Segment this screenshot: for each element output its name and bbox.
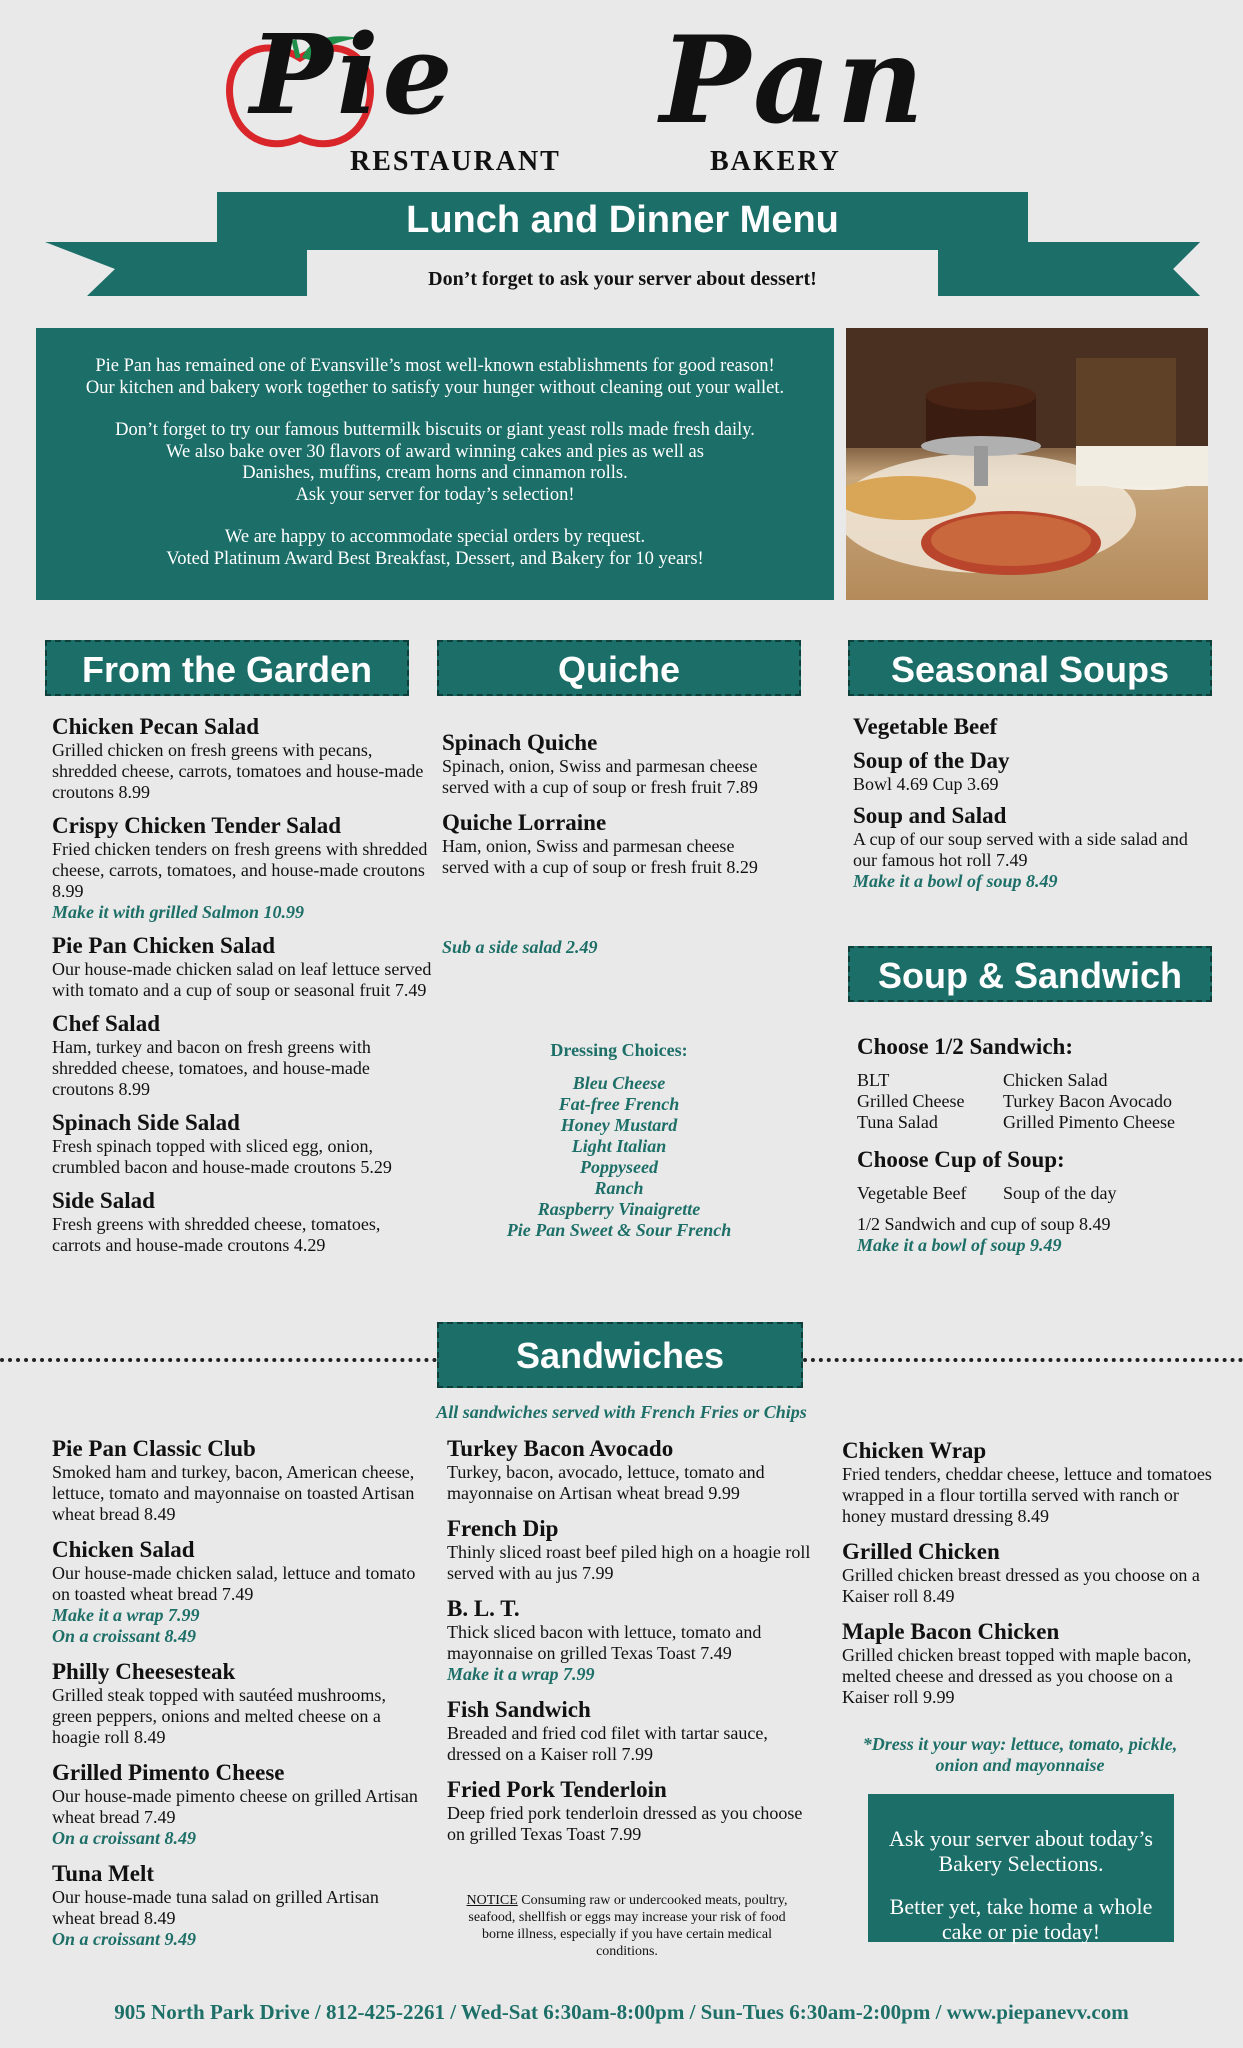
item-description: Breaded and fried cod filet with tartar sauce, dressed on a Kaiser roll 7.99	[447, 1723, 768, 1764]
item-name: Chicken Pecan Salad	[52, 714, 260, 739]
item-name: Spinach Quiche	[442, 730, 598, 755]
item-description: Deep fried pork tenderloin dressed as you choose on grilled Texas Toast 7.99	[447, 1803, 803, 1844]
header-seasonal-soups: Seasonal Soups	[848, 640, 1212, 696]
menu-item	[447, 1436, 822, 1504]
menu-item	[447, 1697, 822, 1765]
item-name: Pie Pan Classic Club	[52, 1436, 256, 1461]
choose-soup-label: Choose Cup of Soup:	[857, 1147, 1065, 1172]
item-name: Soup and Salad	[853, 803, 1007, 828]
item-note: Make it with grilled Salmon 10.99	[52, 902, 305, 922]
dessert-photo	[846, 328, 1208, 600]
dressing-list	[437, 1040, 801, 1241]
sandwich-option: Grilled Pimento Cheese	[1003, 1112, 1175, 1132]
soup-items	[853, 714, 1213, 900]
dress-note: *Dress it your way: lettuce, tomato, pickle, onion and mayonnaise	[862, 1734, 1178, 1775]
menu-item	[52, 714, 432, 803]
item-name: French Dip	[447, 1516, 559, 1541]
item-name: Tuna Melt	[52, 1861, 155, 1886]
item-name: Soup of the Day	[853, 748, 1010, 773]
menu-item	[447, 1516, 822, 1584]
menu-item	[853, 748, 1213, 795]
item-note: On a croissant 8.49	[52, 1828, 197, 1848]
sandwich-option: Grilled Cheese	[857, 1091, 965, 1111]
intro-line: We also bake over 30 flavors of award winning cakes and pies as well as	[166, 441, 704, 462]
header-from-the-garden: From the Garden	[45, 640, 409, 696]
item-name: Fish Sandwich	[447, 1697, 591, 1722]
brand-sub-bakery: BAKERY	[710, 146, 841, 177]
item-description: Fresh spinach topped with sliced egg, onion, crumbled bacon and house-made croutons 5.29	[52, 1136, 392, 1177]
item-description: Thick sliced bacon with lettuce, tomato and mayonnaise on grilled Texas Toast 7.49	[447, 1622, 762, 1663]
item-description: Smoked ham and turkey, bacon, American cheese, lettuce, tomato and mayonnaise on toasted Artisan wheat bread 8.49	[52, 1462, 415, 1524]
intro-line: Voted Platinum Award Best Breakfast, Dessert, and Bakery for 10 years!	[166, 548, 704, 569]
intro-line: We are happy to accommodate special orders by request.	[224, 527, 646, 547]
dressing-choices	[437, 1073, 801, 1241]
item-name: Pie Pan Chicken Salad	[52, 933, 276, 958]
item-note-2: On a croissant 8.49	[52, 1626, 197, 1646]
item-name: Crispy Chicken Tender Salad	[52, 813, 342, 838]
dressing-item: Ranch	[594, 1178, 644, 1198]
intro-line: Our kitchen and bakery work together to satisfy your hunger without cleaning out your wallet.	[85, 377, 785, 398]
footer: 905 North Park Drive / 812-425-2261 / Wed-Sat 6:30am-8:00pm / Sun-Tues 6:30am-2:00pm / www.piepanevv.com	[114, 2000, 1129, 2024]
item-description: Fried chicken tenders on fresh greens with shredded cheese, carrots, tomatoes, and house-made croutons 8.99	[52, 839, 428, 901]
item-name: Grilled Pimento Cheese	[52, 1760, 285, 1785]
item-description: Fried tenders, cheddar cheese, lettuce and tomatoes wrapped in a flour tortilla served with ranch or honey mustard dressing 8.49	[842, 1464, 1212, 1526]
item-description: Bowl 4.69 Cup 3.69	[853, 774, 999, 794]
intro-text	[36, 356, 834, 570]
item-name: Chicken Salad	[52, 1537, 195, 1562]
item-description: Ham, turkey and bacon on fresh greens with shredded cheese, tomatoes, and house-made croutons 8.99	[52, 1037, 371, 1099]
sandwich-option: BLT	[857, 1070, 890, 1090]
menu-item	[442, 810, 782, 878]
item-description: Our house-made chicken salad on leaf lettuce served with tomato and a cup of soup or seasonal fruit 7.49	[52, 959, 432, 1000]
menu-item	[52, 933, 432, 1001]
menu-item	[52, 1110, 432, 1178]
intro-line: Ask your server for today’s selection!	[295, 484, 575, 505]
item-name: Philly Cheesesteak	[52, 1659, 236, 1684]
dressing-item: Raspberry Vinaigrette	[537, 1199, 701, 1219]
menu-item	[842, 1539, 1212, 1607]
sandwiches-subtitle: All sandwiches served with French Fries or Chips	[436, 1402, 807, 1422]
banner-title: Lunch and Dinner Menu	[406, 199, 839, 241]
notice-text: Consuming raw or undercooked meats, poultry, seafood, shellfish or eggs may increase your risk of food borne illness, especially if you have certain medical conditions.	[468, 1893, 788, 1959]
sandwich-options-left	[857, 1070, 1003, 1133]
sandwich-column-2	[447, 1436, 822, 1857]
item-name: Grilled Chicken	[842, 1539, 1000, 1564]
item-name: Fried Pork Tenderloin	[447, 1777, 667, 1802]
brand-word-pie: Pie	[250, 10, 457, 139]
banner-subtitle: Don’t forget to ask your server about dessert!	[428, 268, 817, 290]
item-name: Turkey Bacon Avocado	[447, 1436, 674, 1461]
item-note: Make it a bowl of soup 8.49	[853, 871, 1058, 891]
garden-items	[52, 714, 432, 1266]
item-description: Turkey, bacon, avocado, lettuce, tomato and mayonnaise on Artisan wheat bread 9.99	[447, 1462, 765, 1503]
item-description: Our house-made tuna salad on grilled Artisan wheat bread 8.49	[52, 1887, 379, 1928]
header-sandwiches: Sandwiches	[437, 1322, 803, 1388]
menu-item	[447, 1596, 822, 1685]
dressing-item: Fat-free French	[558, 1094, 680, 1114]
soup-sandwich-block	[857, 1034, 1207, 1256]
intro-line: Don’t forget to try our famous buttermilk biscuits or giant yeast rolls made fresh daily.	[115, 420, 755, 440]
menu-item	[52, 1537, 422, 1647]
menu-item	[52, 1861, 422, 1950]
item-note: On a croissant 9.49	[52, 1929, 197, 1949]
notice-label: NOTICE	[466, 1893, 518, 1908]
item-name: Side Salad	[52, 1188, 155, 1213]
sandwich-column-1	[52, 1436, 422, 1962]
intro-line: Pie Pan has remained one of Evansville’s most well-known establishments for good reason!	[95, 356, 775, 376]
dressing-item: Pie Pan Sweet & Sour French	[506, 1220, 732, 1240]
item-description: Grilled chicken breast dressed as you choose on a Kaiser roll 8.49	[842, 1565, 1200, 1606]
dressing-item: Poppyseed	[580, 1157, 658, 1177]
item-name: Chicken Wrap	[842, 1438, 987, 1463]
menu-item	[442, 730, 782, 798]
intro-line	[36, 399, 834, 420]
sandwich-option: Tuna Salad	[857, 1112, 938, 1132]
quiche-items	[442, 730, 782, 890]
divider-left	[0, 1358, 437, 1362]
header-soup-sandwich: Soup & Sandwich	[848, 946, 1212, 1002]
logo	[190, 10, 1090, 178]
cakes-illustration	[846, 328, 1208, 600]
food-safety-notice	[462, 1892, 792, 1960]
sandwich-column-3	[842, 1438, 1212, 1720]
brand-word-pan: Pan	[660, 10, 931, 151]
combo-price: 1/2 Sandwich and cup of soup 8.49	[857, 1214, 1111, 1234]
bakery-box	[868, 1794, 1174, 1942]
item-description: Our house-made chicken salad, lettuce and tomato on toasted wheat bread 7.49	[52, 1563, 416, 1604]
menu-item	[853, 714, 1213, 740]
sandwich-option: Turkey Bacon Avocado	[1003, 1091, 1172, 1111]
dressing-item: Honey Mustard	[560, 1115, 678, 1135]
bakery-line-1: Ask your server about today’s Bakery Selections.	[889, 1826, 1153, 1876]
item-description: Fresh greens with shredded cheese, tomatoes, carrots and house-made croutons 4.29	[52, 1214, 381, 1255]
soup-option-left: Vegetable Beef	[857, 1183, 967, 1203]
choose-sandwich-label: Choose 1/2 Sandwich:	[857, 1034, 1073, 1059]
bakery-line-2: Better yet, take home a whole cake or pie today!	[889, 1894, 1153, 1944]
item-description: Our house-made pimento cheese on grilled Artisan wheat bread 7.49	[52, 1786, 418, 1827]
item-description: Grilled steak topped with sautéed mushrooms, green peppers, onions and melted cheese on a hoagie roll 8.49	[52, 1685, 386, 1747]
item-name: Chef Salad	[52, 1011, 160, 1036]
item-name: Vegetable Beef	[853, 714, 998, 739]
item-description: A cup of our soup served with a side salad and our famous hot roll 7.49	[853, 829, 1188, 870]
menu-item	[853, 803, 1213, 892]
menu-item	[52, 1188, 432, 1256]
intro-box	[36, 328, 834, 600]
soup-option-right: Soup of the day	[1003, 1183, 1117, 1203]
item-note: Make it a wrap 7.99	[52, 1605, 200, 1625]
intro-line	[36, 506, 834, 527]
intro-line: Danishes, muffins, cream horns and cinnamon rolls.	[242, 463, 628, 483]
item-description: Thinly sliced roast beef piled high on a hoagie roll served with au jus 7.99	[447, 1542, 811, 1583]
menu-item	[52, 1011, 432, 1100]
item-description: Grilled chicken breast topped with maple bacon, melted cheese and dressed as you choose on a Kaiser roll 9.99	[842, 1645, 1192, 1707]
menu-item	[52, 1659, 422, 1748]
divider-right	[803, 1358, 1243, 1362]
item-description: Grilled chicken on fresh greens with pecans, shredded cheese, carrots, tomatoes and house-made croutons 8.99	[52, 740, 424, 802]
dressing-title: Dressing Choices:	[550, 1040, 688, 1060]
brand-sub-restaurant: RESTAURANT	[350, 146, 561, 177]
sandwich-option: Chicken Salad	[1003, 1070, 1108, 1090]
sandwich-options-right	[1003, 1070, 1175, 1133]
item-name: B. L. T.	[447, 1596, 520, 1621]
header-quiche: Quiche	[437, 640, 801, 696]
dressing-item: Light Italian	[571, 1136, 667, 1156]
quiche-sub-note: Sub a side salad 2.49	[442, 937, 598, 957]
item-name: Maple Bacon Chicken	[842, 1619, 1060, 1644]
item-note: Make it a wrap 7.99	[447, 1664, 595, 1684]
item-name: Quiche Lorraine	[442, 810, 607, 835]
item-description: Ham, onion, Swiss and parmesan cheese served with a cup of soup or fresh fruit 8.29	[442, 836, 758, 877]
menu-item	[52, 1436, 422, 1525]
menu-item	[842, 1619, 1212, 1708]
menu-item	[52, 813, 432, 923]
item-description: Spinach, onion, Swiss and parmesan cheese served with a cup of soup or fresh fruit 7.89	[442, 756, 758, 797]
combo-note: Make it a bowl of soup 9.49	[857, 1235, 1062, 1255]
menu-item	[52, 1760, 422, 1849]
item-name: Spinach Side Salad	[52, 1110, 240, 1135]
menu-item	[447, 1777, 822, 1845]
dressing-item: Bleu Cheese	[572, 1073, 666, 1093]
menu-item	[842, 1438, 1212, 1527]
